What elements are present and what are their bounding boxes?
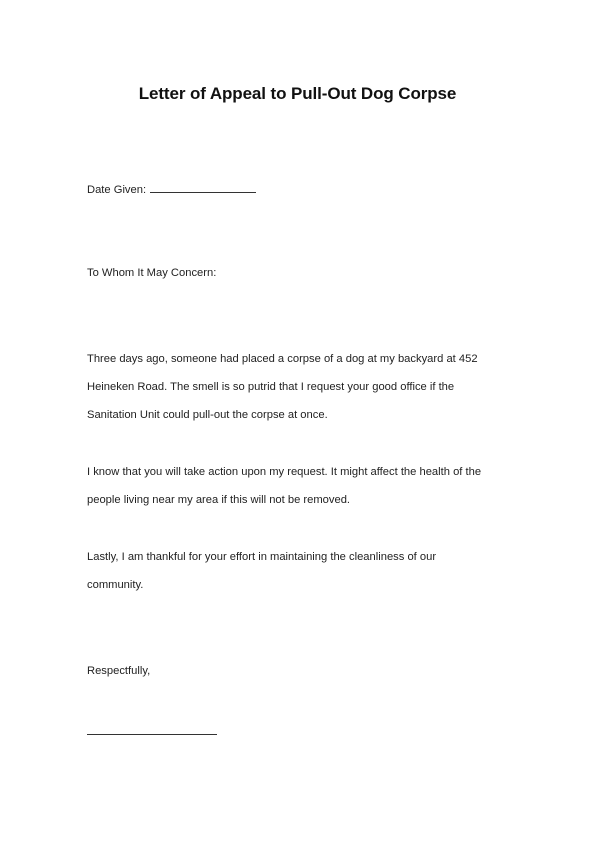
- paragraph-line: Heineken Road. The smell is so putrid that I request your good office if the: [87, 381, 455, 393]
- date-blank-line: [150, 181, 256, 193]
- date-given-field: [87, 181, 256, 197]
- signature-line: [87, 734, 217, 735]
- paragraph-line: Sanitation Unit could pull-out the corpse at once.: [87, 409, 328, 421]
- paragraph-line: people living near my area if this will not be removed.: [87, 494, 351, 506]
- paragraph-line: Lastly, I am thankful for your effort in maintaining the cleanliness of our: [87, 551, 437, 563]
- date-given-label: Date Given:: [87, 184, 147, 196]
- letter-title: Letter of Appeal to Pull-Out Dog Corpse: [138, 84, 457, 103]
- paragraph-line: Three days ago, someone had placed a corpse of a dog at my backyard at 452: [87, 353, 478, 365]
- closing: Respectfully,: [87, 665, 151, 677]
- salutation: To Whom It May Concern:: [87, 267, 217, 279]
- paragraph-line: I know that you will take action upon my request. It might affect the health of the: [87, 466, 482, 478]
- paragraph-line: community.: [87, 579, 144, 591]
